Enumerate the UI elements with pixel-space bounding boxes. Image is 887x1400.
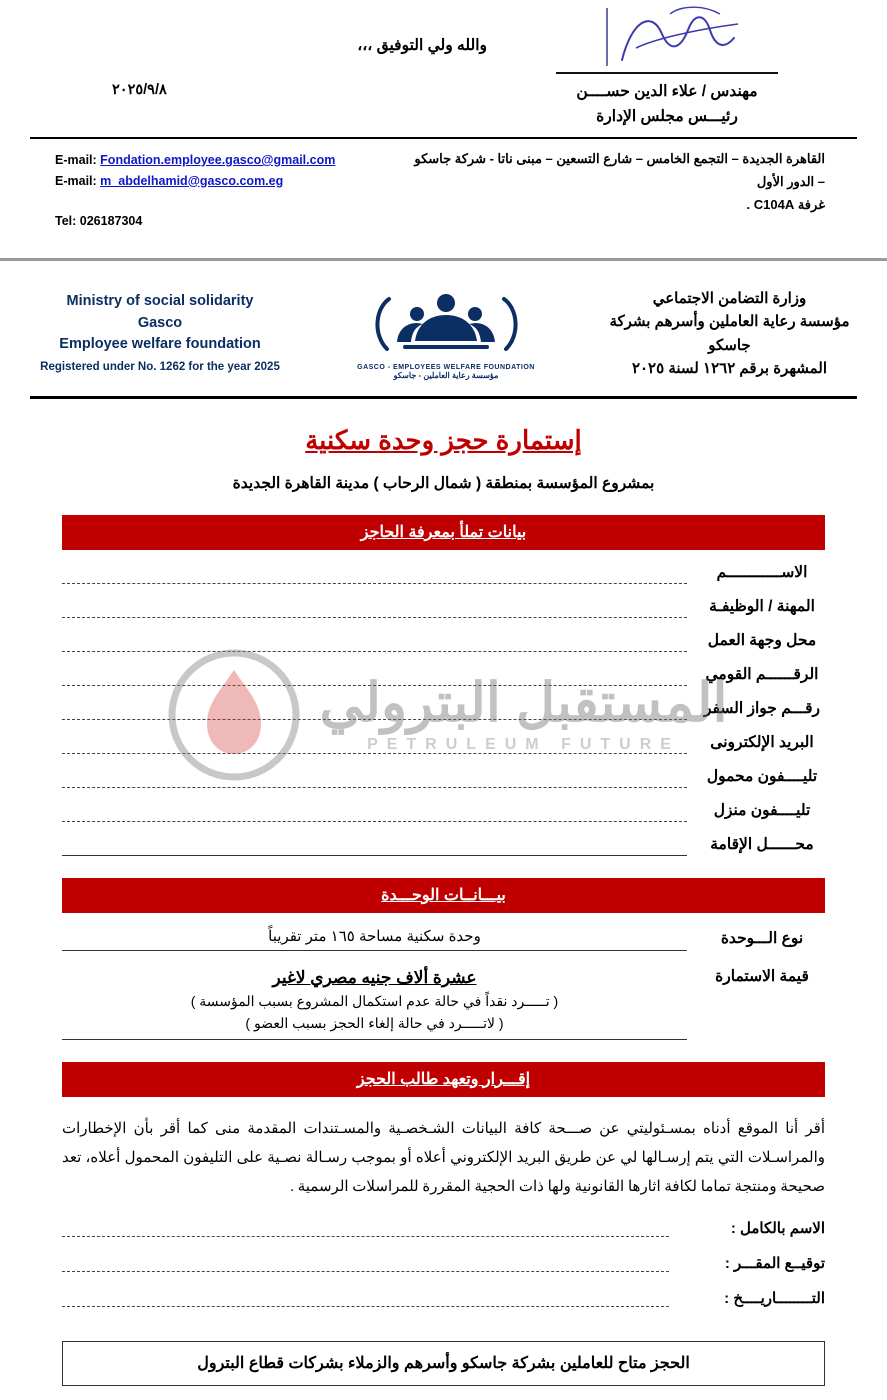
field-input-email[interactable] [62,733,687,754]
form-price-note-non-refundable: ( لاتـــــرد في حالة إلغاء الحجز بسبب العضو ) [245,1015,504,1032]
ministry-name-ar: وزارة التضامن الاجتماعي [652,290,807,307]
handwritten-signature-icon [552,0,782,72]
signature-label-date: التــــــــاريــــخ : [724,1290,825,1308]
postal-address [405,148,825,216]
field-input-passport[interactable] [62,699,687,720]
form-price-label: قيمة الاستمارة [715,968,809,985]
field-label-workplace: محل وجهة العمل [707,632,817,649]
form-price-row [62,965,825,1040]
signature-rule [556,72,778,74]
org-name-arabic [602,287,857,380]
field-input-home-phone[interactable] [62,801,687,822]
field-label-name: الاســــــــــــم [716,564,808,581]
form-field-row [62,767,825,788]
previous-page-fragment [0,0,887,261]
signer-name: مهندس / علاء الدين حســــن [576,83,758,100]
page-subtitle: بمشروع المؤسسة بمنطقة ( شمال الرحاب ) مدينة القاهرة الجديدة [232,475,655,492]
form-field-row [62,631,825,652]
org-name-english [30,291,290,377]
form-field-row [62,563,825,584]
signature-label-signature: توقيــع المقـــر : [724,1255,825,1273]
unit-type-row [62,927,825,951]
registration-en: Registered under No. 1262 for the year 2025 [40,361,280,373]
signature-row [62,1218,825,1237]
form-field-row [62,835,825,856]
form-field-row [62,801,825,822]
field-label-passport: رقـــم جواز السفر [703,700,821,717]
field-label-home-phone: تليــــفون منزل [713,802,811,819]
form-field-row [62,733,825,754]
contact-info [55,150,335,232]
letterhead [0,261,887,388]
section-band-pledge: إقـــرار وتعهد طالب الحجز [62,1062,825,1097]
ministry-name-en: Ministry of social solidarity [66,292,254,309]
foundation-logo [351,287,541,380]
field-input-mobile[interactable] [62,767,687,788]
form-field-row [62,597,825,618]
signature-label-full-name: الاسم بالكامل : [730,1220,825,1238]
field-label-profession: المهنة / الوظيفـة [709,598,815,615]
signer-title: رئيـــس مجلس الإدارة [596,107,738,125]
field-input-workplace[interactable] [62,631,687,652]
pledge-paragraph: أقر أنا الموقع أدناه بمسـئوليتي عن صـــحة كافة البيانات الشـخصـية والمسـتندات المقدمة منى كما أقر بأن الإخطارات والمراسـلات التي يتم إرسـالها لي عن طريق البريد الإلكتروني أعلاه أو بموجب رسـالة نصـية على التليفون المحمول أعلاه، تعد صحيحة ومنتجة تماما لكافة اثارها القانونية ولها ذات الحجية المقررة للمراسلات الرسمية . [62,1120,825,1196]
field-label-mobile: تليــــفون محمول [706,768,818,785]
form-price-amount: عشرة ألاف جنيه مصري لاغير [272,968,477,987]
section-band-applicant: بيانات تملأ بمعرفة الحاجز [62,515,825,550]
logo-caption-ar: مؤسسة رعاية العاملين - جاسكو [393,371,499,380]
signature-row [62,1288,825,1307]
address-line-2: غرفة C104A . [746,196,825,212]
signature-row [62,1253,825,1272]
email-link-1[interactable]: Fondation.employee.gasco@gmail.com [100,153,336,167]
field-input-profession[interactable] [62,597,687,618]
form-price-value [62,965,687,1040]
form-field-row [62,665,825,686]
telephone-number: Tel: 026187304 [55,214,143,229]
field-label-email: البريد الإلكترونى [710,734,814,751]
email-label-1: E-mail: [55,153,97,167]
divider-rule [30,137,857,139]
registration-ar: المشهرة برقم ١٢٦٢ لسنة ٢٠٢٥ [631,359,828,377]
signature-input-date[interactable] [62,1288,669,1307]
unit-type-label: نوع الـــوحدة [720,930,804,947]
field-input-name[interactable] [62,563,687,584]
unit-type-value: وحدة سكنية مساحة ١٦٥ متر تقريباً [62,927,687,951]
signature-input-signature[interactable] [62,1253,669,1272]
eligibility-note: الحجز متاح للعاملين بشركة جاسكو وأسرهم والزملاء بشركات قطاع البترول [62,1341,825,1386]
foundation-name-ar: مؤسسة رعاية العاملين وأسرهم بشركة جاسكو [609,313,850,354]
address-line-1: القاهرة الجديدة – التجمع الخامس – شارع التسعين – مبنى ناتا - شركة جاسكو – الدور الأول [414,151,825,189]
email-link-2[interactable]: m_abdelhamid@gasco.com.eg [100,173,284,188]
reservation-form [0,261,887,1400]
header-divider [30,396,857,399]
field-label-residence: محــــــل الإقامة [710,836,814,853]
signature-input-full-name[interactable] [62,1218,669,1237]
foundation-name-en: Employee welfare foundation [59,336,261,353]
blessing-text: والله ولي التوفيق ،،، [357,37,487,54]
watermark-text-arabic: المستقبل البترولي [319,673,728,733]
email-label-2: E-mail: [55,173,97,188]
section-band-unit: بيـــانــات الوحـــدة [62,878,825,913]
signature-block [552,0,782,130]
form-price-note-refundable: ( تـــــرد نقداً في حالة عدم استكمال المشروع بسبب المؤسسة ) [190,993,559,1010]
page-title: إستمارة حجز وحدة سكنية [305,425,582,455]
field-input-national-id[interactable] [62,665,687,686]
document-date: ٢٠٢٥/٩/٨ [112,82,167,98]
field-label-national-id: الرقــــــم القومي [705,666,819,683]
people-emblem-icon [359,287,534,363]
form-field-row [62,699,825,720]
field-input-residence[interactable] [62,835,687,856]
watermark-text-english: PETRULEUM FUTURE [367,736,680,753]
form-content [0,515,887,1307]
logo-caption-en: GASCO - EMPLOYEES WELFARE FOUNDATION [357,364,535,371]
company-name-en: Gasco [137,314,183,331]
